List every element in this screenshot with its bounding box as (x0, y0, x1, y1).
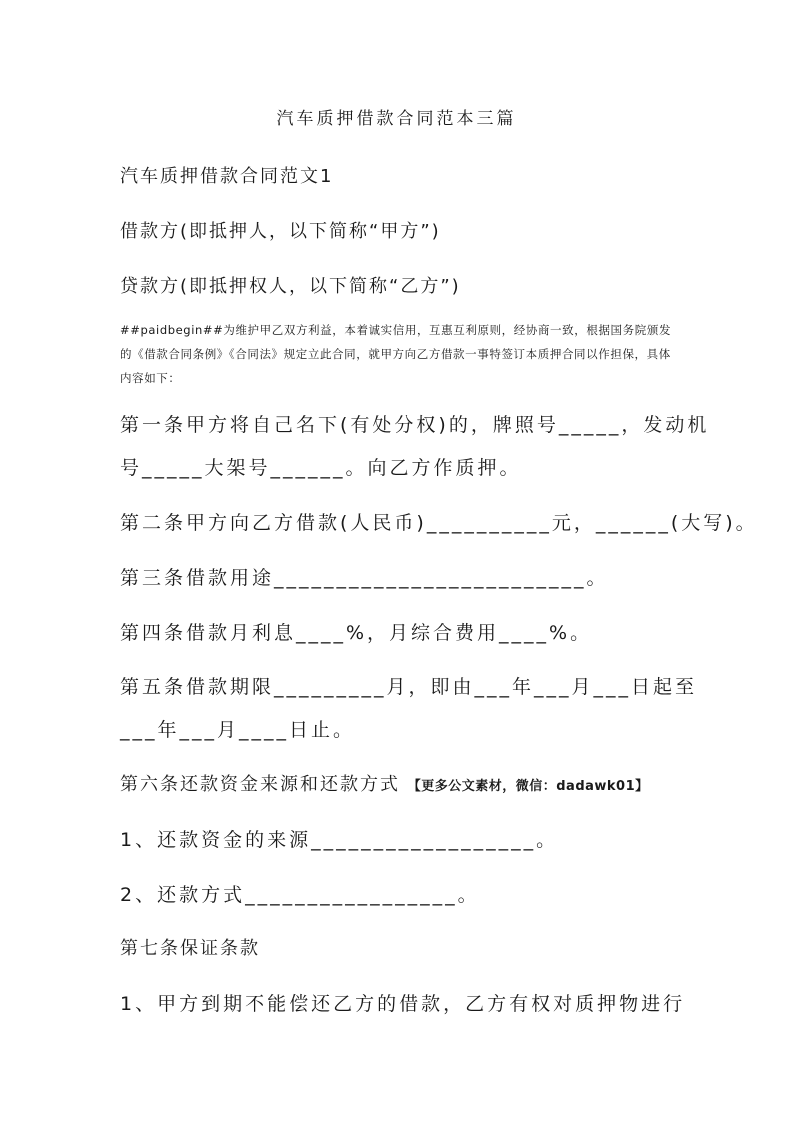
intro-paragraph: ##paidbegin##为维护甲乙双方利益，本着诚实信用，互惠互利原则，经协商一致，根据国务院颁发的《借款合同条例》《合同法》规定立此合同，就甲方向乙方借款一事特签订本质押合同以作担保，具体内容如下： (120, 323, 672, 385)
document-title: 汽车质押借款合同范本三篇 (276, 109, 517, 129)
article-6-item-2: 2、还款方式_________________。 (120, 884, 480, 906)
article-5-line-1: 第五条借款期限_________月，即由___年___月___日起至 (120, 676, 698, 698)
article-6-item-1: 1、还款资金的来源__________________。 (120, 829, 559, 851)
article-6-heading (120, 770, 649, 796)
contract-subtitle: 汽车质押借款合同范文1 (120, 166, 334, 187)
article-3: 第三条借款用途_________________________。 (120, 567, 609, 589)
article-6-note: 【更多公文素材，微信：dadawk01】 (407, 779, 649, 794)
article-2: 第二条甲方向乙方借款(人民币)__________元，______(大写)。 (120, 512, 758, 534)
article-7-item-1: 1、甲方到期不能偿还乙方的借款，乙方有权对质押物进行 (120, 993, 686, 1015)
article-1-line-1: 第一条甲方将自己名下(有处分权)的，牌照号_____，发动机 (120, 414, 710, 436)
lender-line: 贷款方(即抵押权人，以下简称“乙方”) (120, 276, 461, 297)
article-5-line-2: ___年___月____日止。 (120, 719, 356, 741)
article-7-heading: 第七条保证条款 (120, 938, 260, 959)
borrower-line: 借款方(即抵押人，以下简称“甲方”) (120, 221, 441, 242)
article-6-title: 第六条还款资金来源和还款方式 (120, 774, 400, 795)
article-4: 第四条借款月利息____%，月综合费用____%。 (120, 622, 593, 644)
article-1-line-2: 号_____大架号______。向乙方作质押。 (120, 457, 522, 479)
